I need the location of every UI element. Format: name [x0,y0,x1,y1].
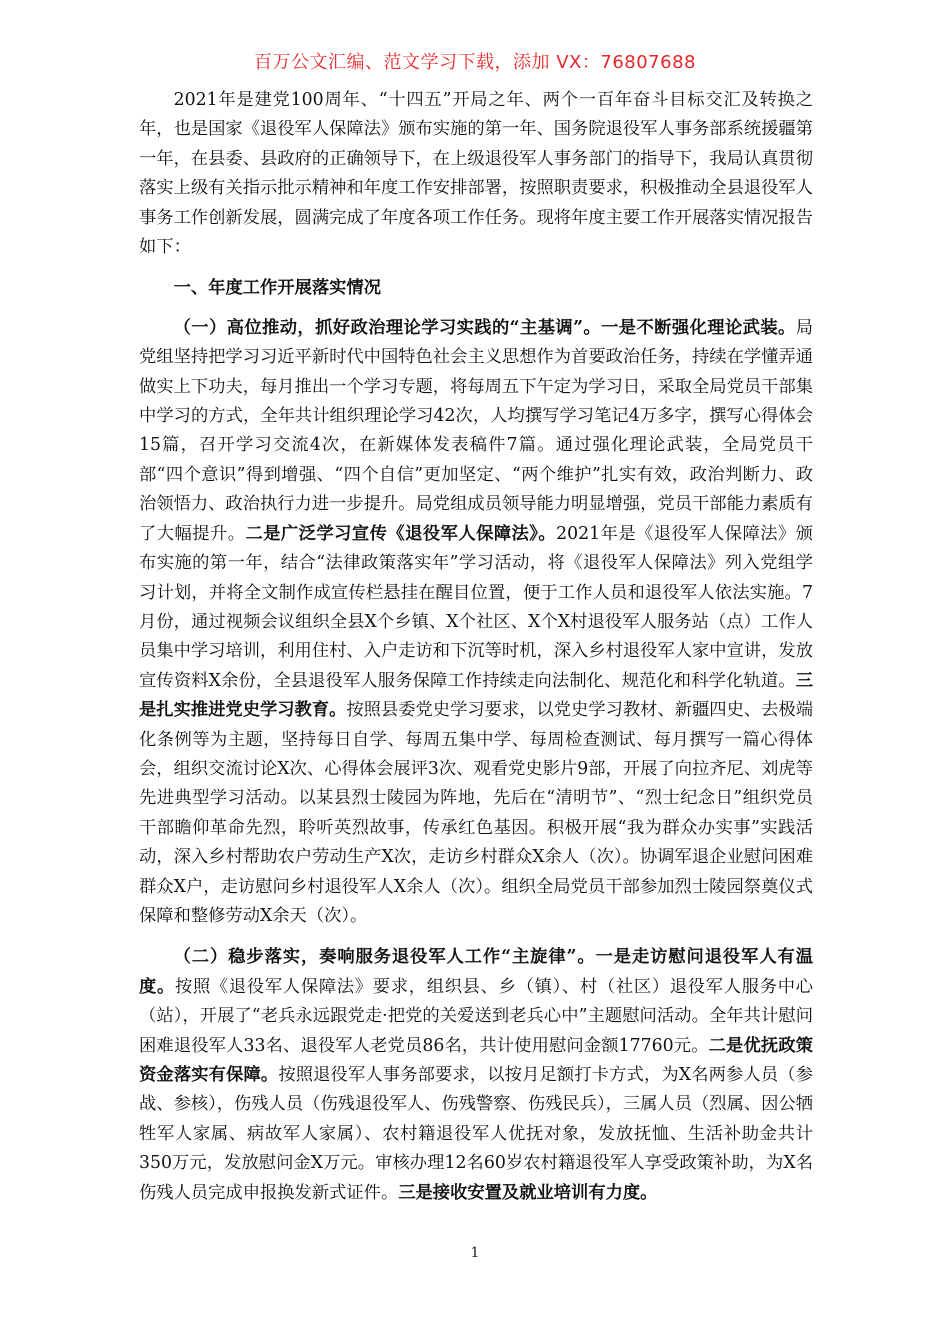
section-1-lead: （一）高位推动，抓好政治理论学习实践的“主基调”。一是不断强化理论武装。 [173,317,796,338]
document-body [139,86,813,1208]
page-number: 1 [470,1245,480,1261]
section-2-bold-2: 二是优抚政策资金落实有保障。 [139,1035,813,1085]
section-1-paragraph [139,314,813,932]
section-1-bold-2: 二是广泛学习宣传《退役军人保障法》。 [245,523,557,544]
section-2-text-2: 按照退役军人事务部要求，以按月足额打卡方式，为X名两参人员（参战、参核），伤残人员（伤残退役军人、伤残警察、伤残民兵），三属人员（烈属、因公牺牲军人家属、病故军人家属）、农村籍退役军人优抚对象，发放抚恤、生活补助金共计350万元，发放慰问金X万元。审核办理12名60岁农村籍退役军人享受政策补助，为X名伤残人员完成申报换发新式证件。 [139,1065,813,1203]
section-1-text-2: 2021年是《退役军人保障法》颁布实施的第一年，结合“法律政策落实年”学习活动，将《退役军人保障法》列入党组学习计划，并将全文制作成宣传栏悬挂在醒目位置，便于工作人员和退役军人依法实施。7月份，通过视频会议组织全县X个乡镇、X个社区、X个X村退役军人服务站（点）工作人员集中学习培训，利用住村、入户走访和下沉等时机，深入乡村退役军人家中宣讲，发放宣传资料X余份，全县退役军人服务保障工作持续走向法制化、规范化和科学化轨道。 [139,523,814,691]
section-heading: 一、年度工作开展落实情况 [173,278,381,299]
section-2-paragraph [139,943,813,1208]
header-banner: 百万公文汇编、范文学习下载，添加 VX：76807688 [254,52,696,73]
section-2-bold-3: 三是接收安置及就业培训有力度。 [398,1182,658,1203]
section-2-text-1: 按照《退役军人保障法》要求，组织县、乡（镇）、村（社区）退役军人服务中心（站），开展了“老兵永远跟党走·把党的关爱送到老兵心中”主题慰问活动。全年共计慰问困难退役军人33名、退役军人老党员86名，共计使用慰问金额17760元。 [139,976,813,1056]
section-2-lead: （二）稳步落实，奏响服务退役军人工作“主旋律”。一是走访慰问退役军人有温度。 [139,947,813,997]
section-1-bold-3: 三是扎实推进党史学习教育。 [139,670,813,721]
section-1-text-3: 按照县委党史学习要求，以党史学习教材、新疆四史、去极端化条例等为主题，坚持每日自学、每周五集中学、每周检查测试、每月撰写一篇心得体会，组织交流讨论X次、心得体会展评3次、观看党史影片9部，开展了向拉齐尼、刘虎等先进典型学习活动。以某县烈士陵园为阵地，先后在“清明节”、“烈士纪念日”组织党员干部瞻仰革命先烈，聆听英烈故事，传承红色基因。积极开展“我为群众办实事”实践活动，深入乡村帮助农户劳动生产X次，走访乡村群众X余人（次）。协调军退企业慰问困难群众X户，走访慰问乡村退役军人X余人（次）。组织全局党员干部参加烈士陵园祭奠仪式保障和整修劳动X余天（次）。 [139,700,813,926]
intro-paragraph: 2021年是建党100周年、“十四五”开局之年、两个一百年奋斗目标交汇及转换之年，也是国家《退役军人保障法》颁布实施的第一年、国务院退役军人事务部系统援疆第一年，在县委、县政府的正确领导下，在上级退役军人事务部门的指导下，我局认真贯彻落实上级有关指示批示精神和年度工作安排部署，按照职责要求，积极推动全县退役军人事务工作创新发展，圆满完成了年度各项工作任务。现将年度主要工作开展落实情况报告如下： [139,90,813,258]
section-1-text-1: 局党组坚持把学习习近平新时代中国特色社会主义思想作为首要政治任务，持续在学懂弄通做实上下功夫，每月推出一个学习专题，将每周五下午定为学习日，采取全局党员干部集中学习的方式，全年共计组织理论学习42次，人均撰写学习笔记4万多字，撰写心得体会15篇，召开学习交流4次，在新媒体发表稿件7篇。通过强化理论武装，全局党员干部“四个意识”得到增强、“四个自信”更加坚定、“两个维护”扎实有效，政治判断力、政治领悟力、政治执行力进一步提升。局党组成员领导能力明显增强，党员干部能力素质有了大幅提升。 [139,317,813,544]
